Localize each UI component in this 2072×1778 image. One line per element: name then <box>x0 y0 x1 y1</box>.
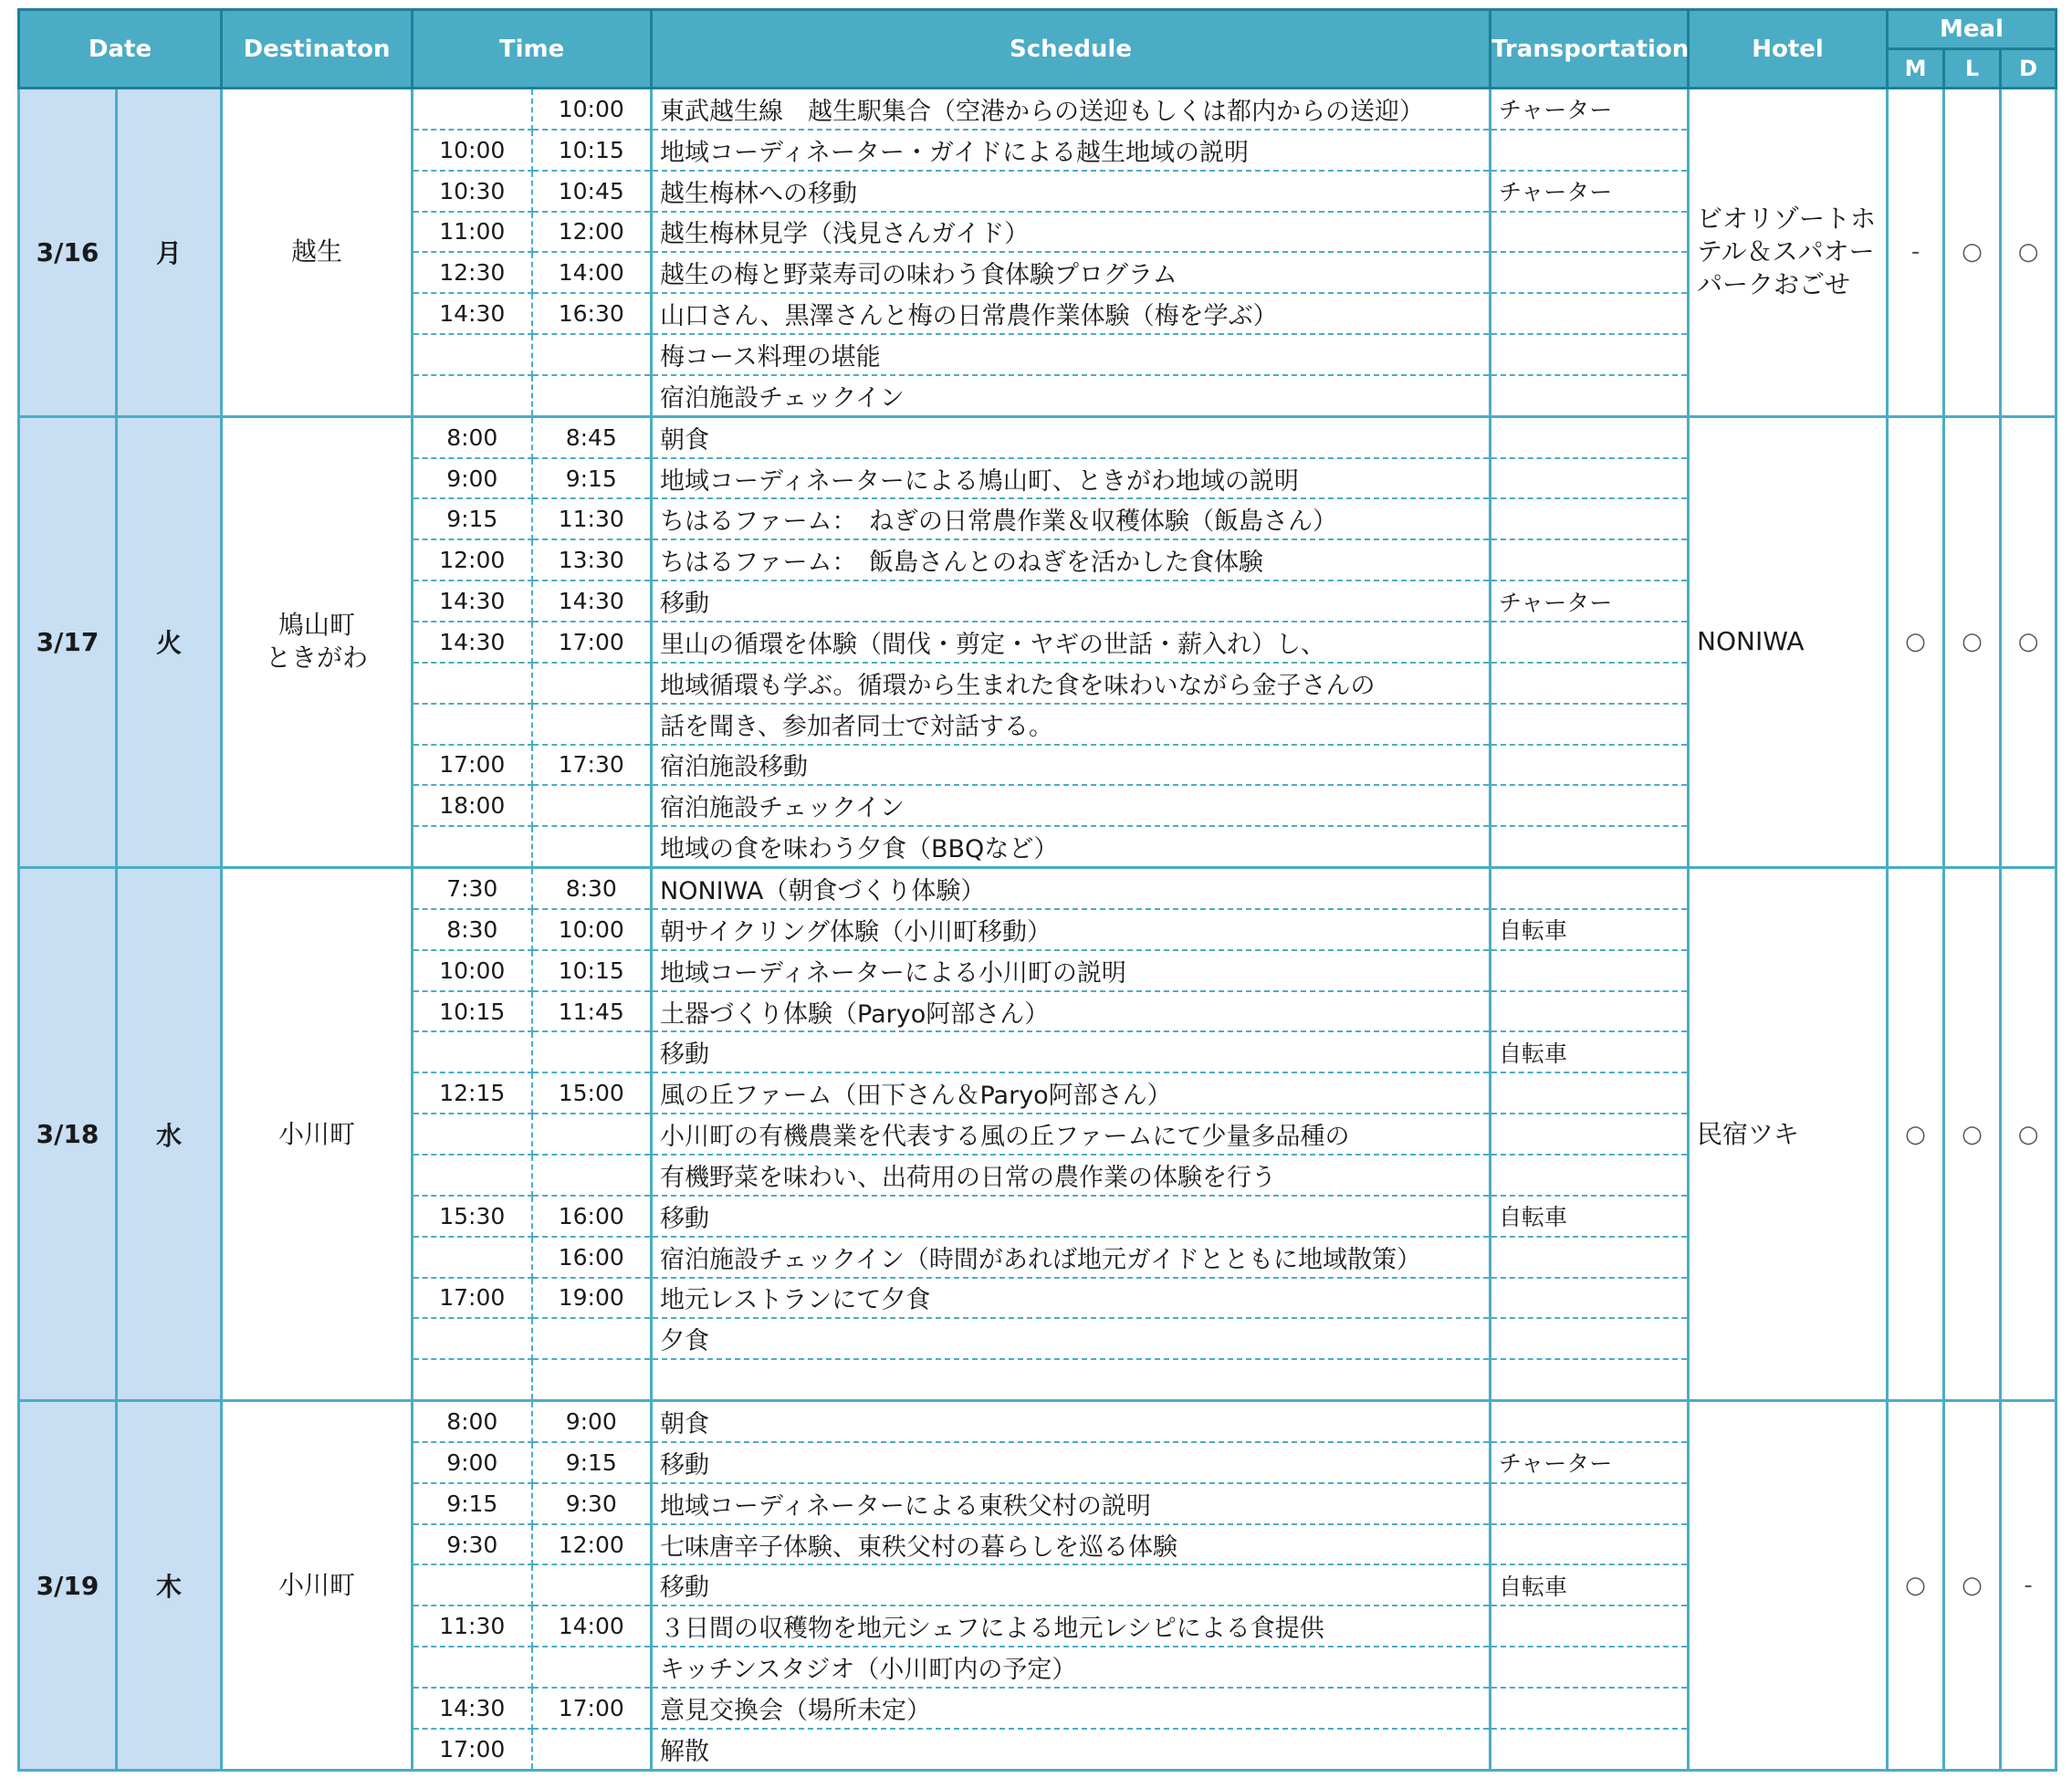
transportation-cell <box>1491 1688 1689 1729</box>
end-time-cell: 11:30 <box>532 498 652 539</box>
start-time-cell <box>413 704 532 745</box>
schedule-cell: 話を聞き、参加者同士で対話する。 <box>652 704 1491 745</box>
end-time-cell: 10:45 <box>532 171 652 212</box>
schedule-cell: 越生梅林見学（浅見さんガイド） <box>652 212 1491 253</box>
end-time-cell <box>532 1729 652 1771</box>
schedule-cell: ちはるファーム： 飯島さんとのねぎを活かした食体験 <box>652 539 1491 580</box>
schedule-cell: 越生梅林への移動 <box>652 171 1491 212</box>
end-time-cell: 11:45 <box>532 991 652 1032</box>
header-meal-m: M <box>1888 49 1944 89</box>
end-time-cell: 16:00 <box>532 1196 652 1237</box>
end-time-cell <box>532 785 652 826</box>
start-time-cell: 14:30 <box>413 293 532 334</box>
start-time-cell <box>413 1155 532 1196</box>
end-time-cell <box>532 704 652 745</box>
header-meal-l: L <box>1944 49 2001 89</box>
schedule-row <box>19 868 2056 909</box>
transportation-cell <box>1491 1401 1689 1442</box>
hotel-cell: ビオリゾートホテル＆スパオーパークおごせ <box>1689 89 1888 417</box>
start-time-cell <box>413 1031 532 1072</box>
schedule-cell: 宿泊施設移動 <box>652 745 1491 786</box>
meal-m-cell: - <box>1888 89 1944 417</box>
end-time-cell: 14:00 <box>532 252 652 293</box>
end-time-cell: 12:00 <box>532 1524 652 1565</box>
start-time-cell: 7:30 <box>413 868 532 909</box>
transportation-cell <box>1491 826 1689 867</box>
weekday-cell: 木 <box>117 1401 222 1771</box>
schedule-cell: 宿泊施設チェックイン <box>652 785 1491 826</box>
transportation-cell <box>1491 416 1689 457</box>
end-time-cell <box>532 1359 652 1400</box>
schedule-row <box>19 89 2056 130</box>
transportation-cell <box>1491 1072 1689 1114</box>
start-time-cell: 9:15 <box>413 1483 532 1524</box>
schedule-cell: 地域コーディネーターによる鳩山町、ときがわ地域の説明 <box>652 458 1491 499</box>
end-time-cell: 19:00 <box>532 1278 652 1319</box>
start-time-cell: 8:00 <box>413 416 532 457</box>
schedule-cell: 夕食 <box>652 1318 1491 1359</box>
schedule-cell: NONIWA（朝食づくり体験） <box>652 868 1491 909</box>
transportation-cell <box>1491 1647 1689 1688</box>
transportation-cell <box>1491 622 1689 663</box>
transportation-cell <box>1491 868 1689 909</box>
schedule-cell: 地域コーディネーターによる小川町の説明 <box>652 950 1491 991</box>
start-time-cell: 10:00 <box>413 130 532 171</box>
meal-d-cell: ○ <box>2001 416 2056 867</box>
meal-l-cell: ○ <box>1944 416 2001 867</box>
end-time-cell: 10:15 <box>532 950 652 991</box>
transportation-cell <box>1491 334 1689 375</box>
meal-d-cell: - <box>2001 1401 2056 1771</box>
transportation-cell <box>1491 1278 1689 1319</box>
destination-text: 小川町 <box>278 1118 356 1149</box>
transportation-cell <box>1491 1605 1689 1647</box>
start-time-cell: 10:00 <box>413 950 532 991</box>
end-time-cell: 12:00 <box>532 212 652 253</box>
end-time-cell <box>532 1031 652 1072</box>
start-time-cell: 9:00 <box>413 458 532 499</box>
end-time-cell <box>532 1647 652 1688</box>
header-time: Time <box>413 10 652 89</box>
destination-cell <box>222 89 413 417</box>
transportation-cell <box>1491 785 1689 826</box>
transportation-cell: 自転車 <box>1491 1031 1689 1072</box>
transportation-cell <box>1491 212 1689 253</box>
itinerary-table <box>17 8 2057 1772</box>
start-time-cell <box>413 826 532 867</box>
end-time-cell: 8:45 <box>532 416 652 457</box>
start-time-cell <box>413 1564 532 1605</box>
start-time-cell <box>413 334 532 375</box>
transportation-cell: チャーター <box>1491 580 1689 622</box>
end-time-cell: 13:30 <box>532 539 652 580</box>
transportation-cell <box>1491 1155 1689 1196</box>
end-time-cell: 9:15 <box>532 1442 652 1483</box>
transportation-cell <box>1491 1524 1689 1565</box>
schedule-cell: 解散 <box>652 1729 1491 1771</box>
date-cell: 3/19 <box>19 1401 117 1771</box>
end-time-cell: 10:00 <box>532 909 652 950</box>
header-transportation: Transportation <box>1491 10 1689 89</box>
end-time-cell: 16:00 <box>532 1237 652 1278</box>
schedule-cell: 朝サイクリング体験（小川町移動） <box>652 909 1491 950</box>
start-time-cell <box>413 1647 532 1688</box>
hotel-cell: 民宿ツキ <box>1689 868 1888 1401</box>
destination-text: 越生 <box>291 236 343 267</box>
schedule-cell: 梅コース料理の堪能 <box>652 334 1491 375</box>
start-time-cell: 11:30 <box>413 1605 532 1647</box>
weekday-cell: 火 <box>117 416 222 867</box>
start-time-cell <box>413 89 532 130</box>
transportation-cell <box>1491 991 1689 1032</box>
transportation-cell: チャーター <box>1491 171 1689 212</box>
start-time-cell: 11:00 <box>413 212 532 253</box>
transportation-cell <box>1491 1729 1689 1771</box>
start-time-cell: 8:30 <box>413 909 532 950</box>
destination-text: 小川町 <box>278 1570 356 1601</box>
schedule-cell: 宿泊施設チェックイン（時間があれば地元ガイドとともに地域散策） <box>652 1237 1491 1278</box>
header-meal-d: D <box>2001 49 2056 89</box>
start-time-cell: 12:00 <box>413 539 532 580</box>
start-time-cell: 14:30 <box>413 622 532 663</box>
transportation-cell <box>1491 745 1689 786</box>
end-time-cell: 14:00 <box>532 1605 652 1647</box>
date-cell: 3/16 <box>19 89 117 417</box>
end-time-cell <box>532 1318 652 1359</box>
meal-m-cell: ○ <box>1888 416 1944 867</box>
header-destination: Destinaton <box>222 10 413 89</box>
transportation-cell: 自転車 <box>1491 1196 1689 1237</box>
transportation-cell <box>1491 539 1689 580</box>
transportation-cell <box>1491 130 1689 171</box>
weekday-cell: 月 <box>117 89 222 417</box>
schedule-cell <box>652 1359 1491 1400</box>
schedule-cell: 里山の循環を体験（間伐・剪定・ヤギの世話・薪入れ）し、 <box>652 622 1491 663</box>
start-time-cell: 14:30 <box>413 580 532 622</box>
schedule-cell: 越生の梅と野菜寿司の味わう食体験プログラム <box>652 252 1491 293</box>
schedule-cell: 移動 <box>652 1031 1491 1072</box>
start-time-cell: 12:30 <box>413 252 532 293</box>
transportation-cell <box>1491 704 1689 745</box>
end-time-cell: 17:00 <box>532 622 652 663</box>
end-time-cell: 10:15 <box>532 130 652 171</box>
schedule-cell: 宿泊施設チェックイン <box>652 375 1491 416</box>
schedule-row <box>19 416 2056 457</box>
header-schedule: Schedule <box>652 10 1491 89</box>
end-time-cell: 10:00 <box>532 89 652 130</box>
start-time-cell: 17:00 <box>413 745 532 786</box>
destination-cell <box>222 868 413 1401</box>
schedule-cell: 地域コーディネーター・ガイドによる越生地域の説明 <box>652 130 1491 171</box>
start-time-cell: 10:30 <box>413 171 532 212</box>
meal-m-cell: ○ <box>1888 1401 1944 1771</box>
transportation-cell: 自転車 <box>1491 909 1689 950</box>
transportation-cell <box>1491 1114 1689 1155</box>
end-time-cell <box>532 375 652 416</box>
end-time-cell: 8:30 <box>532 868 652 909</box>
schedule-cell: 風の丘ファーム（田下さん＆Paryo阿部さん） <box>652 1072 1491 1114</box>
destination-text: 鳩山町 ときがわ <box>266 610 369 674</box>
transportation-cell: 自転車 <box>1491 1564 1689 1605</box>
end-time-cell: 16:30 <box>532 293 652 334</box>
meal-l-cell: ○ <box>1944 89 2001 417</box>
schedule-cell: 移動 <box>652 580 1491 622</box>
schedule-cell: 有機野菜を味わい、出荷用の日常の農作業の体験を行う <box>652 1155 1491 1196</box>
transportation-cell <box>1491 1483 1689 1524</box>
schedule-cell: 意見交換会（場所未定） <box>652 1688 1491 1729</box>
transportation-cell <box>1491 458 1689 499</box>
hotel-cell: NONIWA <box>1689 416 1888 867</box>
schedule-cell: 朝食 <box>652 1401 1491 1442</box>
end-time-cell: 9:00 <box>532 1401 652 1442</box>
end-time-cell <box>532 334 652 375</box>
end-time-cell <box>532 663 652 704</box>
start-time-cell: 17:00 <box>413 1729 532 1771</box>
date-cell: 3/18 <box>19 868 117 1401</box>
transportation-cell <box>1491 498 1689 539</box>
itinerary-body <box>19 89 2056 1771</box>
date-cell: 3/17 <box>19 416 117 867</box>
transportation-cell <box>1491 663 1689 704</box>
end-time-cell <box>532 826 652 867</box>
schedule-cell: 東武越生線 越生駅集合（空港からの送迎もしくは都内からの送迎） <box>652 89 1491 130</box>
transportation-cell <box>1491 950 1689 991</box>
start-time-cell <box>413 375 532 416</box>
schedule-cell: キッチンスタジオ（小川町内の予定） <box>652 1647 1491 1688</box>
start-time-cell <box>413 1237 532 1278</box>
meal-d-cell: ○ <box>2001 868 2056 1401</box>
header-meal: Meal <box>1888 10 2056 49</box>
schedule-cell: 移動 <box>652 1442 1491 1483</box>
destination-cell <box>222 416 413 867</box>
start-time-cell: 8:00 <box>413 1401 532 1442</box>
schedule-cell: 地元レストランにて夕食 <box>652 1278 1491 1319</box>
schedule-cell: ちはるファーム： ねぎの日常農作業＆収穫体験（飯島さん） <box>652 498 1491 539</box>
transportation-cell <box>1491 1359 1689 1400</box>
start-time-cell <box>413 1359 532 1400</box>
transportation-cell <box>1491 252 1689 293</box>
transportation-cell <box>1491 1237 1689 1278</box>
header-hotel: Hotel <box>1689 10 1888 89</box>
meal-d-cell: ○ <box>2001 89 2056 417</box>
schedule-cell: 朝食 <box>652 416 1491 457</box>
transportation-cell <box>1491 293 1689 334</box>
start-time-cell: 18:00 <box>413 785 532 826</box>
start-time-cell <box>413 663 532 704</box>
schedule-cell: 小川町の有機農業を代表する風の丘ファームにて少量多品種の <box>652 1114 1491 1155</box>
schedule-cell: 七味唐辛子体験、東秩父村の暮らしを巡る体験 <box>652 1524 1491 1565</box>
transportation-cell: チャーター <box>1491 1442 1689 1483</box>
end-time-cell <box>532 1155 652 1196</box>
start-time-cell: 15:30 <box>413 1196 532 1237</box>
end-time-cell: 9:30 <box>532 1483 652 1524</box>
schedule-cell: 地域コーディネーターによる東秩父村の説明 <box>652 1483 1491 1524</box>
end-time-cell: 15:00 <box>532 1072 652 1114</box>
schedule-cell: 土器づくり体験（Paryo阿部さん） <box>652 991 1491 1032</box>
destination-cell <box>222 1401 413 1771</box>
end-time-cell <box>532 1564 652 1605</box>
start-time-cell <box>413 1114 532 1155</box>
weekday-cell: 水 <box>117 868 222 1401</box>
transportation-cell: チャーター <box>1491 89 1689 130</box>
start-time-cell: 9:15 <box>413 498 532 539</box>
schedule-cell: 地域の食を味わう夕食（BBQなど） <box>652 826 1491 867</box>
end-time-cell: 14:30 <box>532 580 652 622</box>
schedule-cell: 移動 <box>652 1564 1491 1605</box>
start-time-cell: 17:00 <box>413 1278 532 1319</box>
meal-l-cell: ○ <box>1944 1401 2001 1771</box>
start-time-cell: 10:15 <box>413 991 532 1032</box>
schedule-row <box>19 1401 2056 1442</box>
schedule-cell: 地域循環も学ぶ。循環から生まれた食を味わいながら金子さんの <box>652 663 1491 704</box>
start-time-cell: 9:00 <box>413 1442 532 1483</box>
hotel-cell <box>1689 1401 1888 1771</box>
start-time-cell <box>413 1318 532 1359</box>
end-time-cell <box>532 1114 652 1155</box>
end-time-cell: 17:00 <box>532 1688 652 1729</box>
start-time-cell: 12:15 <box>413 1072 532 1114</box>
schedule-cell: 山口さん、黒澤さんと梅の日常農作業体験（梅を学ぶ） <box>652 293 1491 334</box>
header-date: Date <box>19 10 222 89</box>
schedule-cell: 移動 <box>652 1196 1491 1237</box>
start-time-cell: 9:30 <box>413 1524 532 1565</box>
transportation-cell <box>1491 1318 1689 1359</box>
end-time-cell: 17:30 <box>532 745 652 786</box>
meal-m-cell: ○ <box>1888 868 1944 1401</box>
start-time-cell: 14:30 <box>413 1688 532 1729</box>
end-time-cell: 9:15 <box>532 458 652 499</box>
meal-l-cell: ○ <box>1944 868 2001 1401</box>
transportation-cell <box>1491 375 1689 416</box>
schedule-cell: ３日間の収穫物を地元シェフによる地元レシピによる食提供 <box>652 1605 1491 1647</box>
